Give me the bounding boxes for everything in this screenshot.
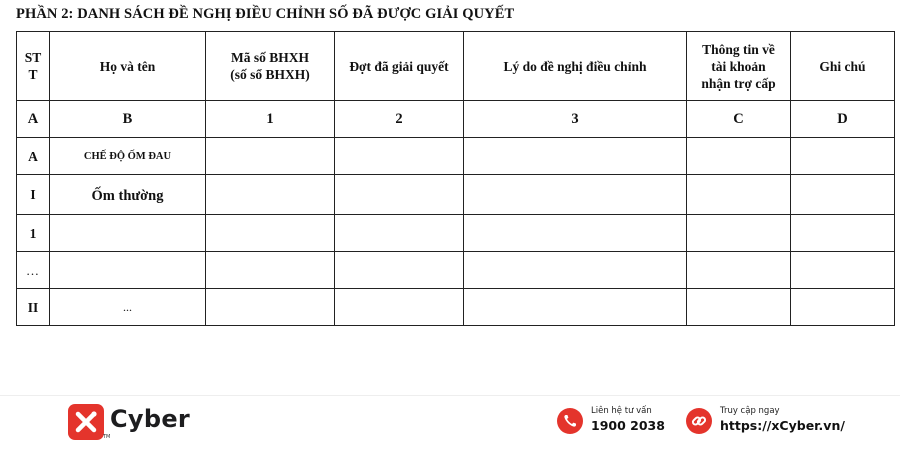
row-stt: I <box>17 175 50 215</box>
column-code: B <box>50 101 206 138</box>
column-code: C <box>687 101 791 138</box>
brand-footer <box>0 396 900 450</box>
header-account-info: Thông tin về tài khoản nhận trợ cấp <box>687 32 791 101</box>
column-code: 1 <box>206 101 335 138</box>
empty-cell <box>791 138 895 175</box>
empty-cell <box>335 252 464 289</box>
hotline-label: Liên hệ tư vấn <box>591 406 652 416</box>
table-row <box>17 175 895 215</box>
adjustment-table <box>16 31 895 326</box>
header-adjustment-reason: Lý do đề nghị điều chỉnh <box>464 32 687 101</box>
x-logo-icon[interactable] <box>68 404 104 440</box>
header-full-name: Họ và tên <box>50 32 206 101</box>
row-name: CHẾ ĐỘ ỐM ĐAU <box>50 138 206 175</box>
phone-icon <box>557 408 583 434</box>
document-title: PHẦN 2: DANH SÁCH ĐỀ NGHỊ ĐIỀU CHỈNH SỐ ĐÃ ĐƯỢC GIẢI QUYẾT <box>16 6 515 22</box>
row-name: Ốm thường <box>50 175 206 215</box>
empty-cell <box>791 175 895 215</box>
website-label: Truy cập ngay <box>720 406 780 416</box>
empty-cell <box>206 289 335 326</box>
empty-cell <box>687 138 791 175</box>
table-row <box>17 138 895 175</box>
empty-cell <box>206 252 335 289</box>
empty-cell <box>464 252 687 289</box>
row-name <box>50 252 206 289</box>
row-stt: … <box>17 252 50 289</box>
website-link[interactable]: https://xCyber.vn/ <box>720 418 845 433</box>
column-code: D <box>791 101 895 138</box>
empty-cell <box>791 252 895 289</box>
empty-cell <box>687 252 791 289</box>
empty-cell <box>464 175 687 215</box>
header-resolved-batch: Đợt đã giải quyết <box>335 32 464 101</box>
empty-cell <box>687 175 791 215</box>
empty-cell <box>791 289 895 326</box>
empty-cell <box>464 289 687 326</box>
row-stt: 1 <box>17 215 50 252</box>
empty-cell <box>791 215 895 252</box>
row-stt: A <box>17 138 50 175</box>
hotline-number[interactable]: 1900 2038 <box>591 418 665 433</box>
header-stt: ST T <box>17 32 50 101</box>
empty-cell <box>206 175 335 215</box>
link-icon <box>686 408 712 434</box>
empty-cell <box>464 215 687 252</box>
column-code-row <box>17 101 895 138</box>
empty-cell <box>335 138 464 175</box>
empty-cell <box>335 175 464 215</box>
table-row <box>17 289 895 326</box>
table-row <box>17 252 895 289</box>
column-code: 2 <box>335 101 464 138</box>
table-row <box>17 215 895 252</box>
empty-cell <box>335 289 464 326</box>
empty-cell <box>464 138 687 175</box>
empty-cell <box>206 215 335 252</box>
header-social-insurance-code: Mã số BHXH (số sổ BHXH) <box>206 32 335 101</box>
row-name <box>50 215 206 252</box>
empty-cell <box>687 289 791 326</box>
empty-cell <box>335 215 464 252</box>
row-name: ... <box>50 289 206 326</box>
empty-cell <box>206 138 335 175</box>
column-code: 3 <box>464 101 687 138</box>
header-notes: Ghi chú <box>791 32 895 101</box>
empty-cell <box>687 215 791 252</box>
column-code: A <box>17 101 50 138</box>
table-header-row <box>17 32 895 101</box>
trademark-mark: TM <box>103 434 111 440</box>
brand-name[interactable]: Cyber <box>110 405 191 433</box>
row-stt: II <box>17 289 50 326</box>
